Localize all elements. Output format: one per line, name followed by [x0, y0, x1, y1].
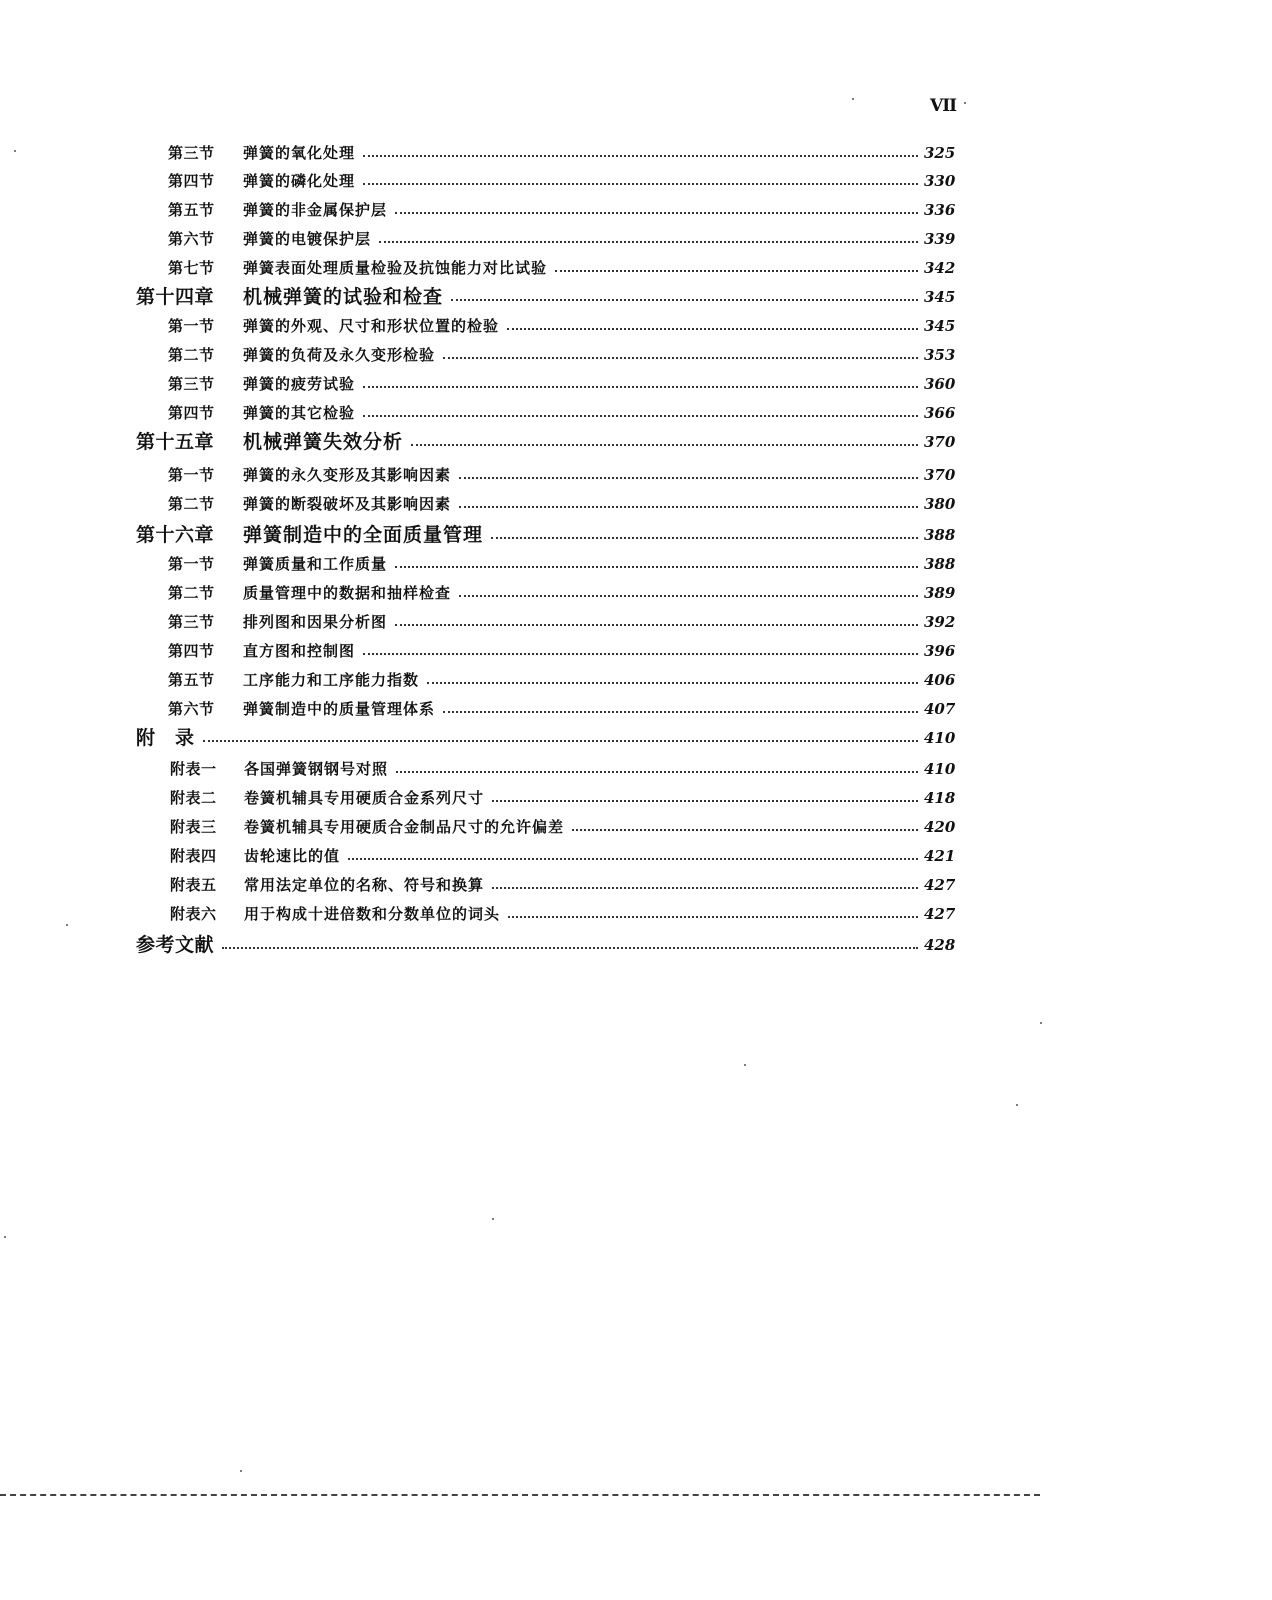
- toc-label: 第六节: [168, 700, 215, 718]
- toc-page-number: 330: [924, 172, 956, 190]
- toc-title: 弹簧的断裂破坏及其影响因素: [243, 495, 452, 513]
- toc-page-number: 427: [924, 876, 956, 894]
- toc-page-number: 339: [924, 230, 956, 248]
- toc-appendix-row: [0, 814, 1272, 840]
- toc-label: 第七节: [168, 259, 215, 277]
- toc-leader-dots: [459, 506, 918, 508]
- toc-page-number: 353: [924, 346, 956, 364]
- page-number: VII: [930, 96, 957, 116]
- toc-title: 弹簧的永久变形及其影响因素: [243, 466, 452, 484]
- toc-title: 弹簧的氧化处理: [243, 144, 356, 162]
- toc-leader-dots: [427, 682, 918, 684]
- toc-title: 卷簧机辅具专用硬质合金制品尺寸的允许偏差: [244, 818, 565, 836]
- toc-section-row: [0, 342, 1272, 368]
- toc-label: 附表二: [170, 789, 217, 807]
- toc-title: 弹簧的负荷及永久变形检验: [243, 346, 436, 364]
- toc-section-row: [0, 313, 1272, 339]
- toc-title: 弹簧制造中的全面质量管理: [243, 524, 484, 546]
- toc-leader-dots: [348, 858, 918, 860]
- toc-label: 附表五: [170, 876, 217, 894]
- toc-leader-dots: [396, 771, 918, 773]
- toc-label: 第四节: [168, 404, 215, 422]
- toc-appendix-row: [0, 872, 1272, 898]
- scan-speck: [964, 102, 966, 104]
- toc-page-number: 336: [924, 201, 956, 219]
- toc-label: 第三节: [168, 144, 215, 162]
- toc-appendix-row: [0, 756, 1272, 782]
- toc-appendix-row: [0, 843, 1272, 869]
- toc-leader-dots: [222, 947, 918, 949]
- toc-section-row: [0, 491, 1272, 517]
- toc-title: 弹簧制造中的质量管理体系: [243, 700, 436, 718]
- scan-speck: [14, 150, 16, 152]
- toc-page-number: 389: [924, 584, 956, 602]
- toc-leader-dots: [508, 916, 918, 918]
- toc-section-row: [0, 140, 1272, 166]
- toc-title: 常用法定单位的名称、符号和换算: [244, 876, 485, 894]
- toc-page-number: 410: [924, 760, 956, 778]
- toc-leader-dots: [363, 386, 918, 388]
- toc-title: 卷簧机辅具专用硬质合金系列尺寸: [244, 789, 485, 807]
- toc-leader-dots: [443, 711, 918, 713]
- toc-label: 第四节: [168, 172, 215, 190]
- toc-label: 第五节: [168, 201, 215, 219]
- toc-title: 机械弹簧失效分析: [243, 431, 404, 453]
- toc-chapter-row: [0, 429, 1272, 455]
- scan-speck: [240, 1470, 242, 1472]
- toc-label: 附表三: [170, 818, 217, 836]
- toc-label: 第一节: [168, 317, 215, 335]
- toc-label: 第一节: [168, 466, 215, 484]
- toc-leader-dots: [572, 829, 918, 831]
- scan-speck: [1016, 1104, 1018, 1106]
- toc-page-number: 396: [924, 642, 956, 660]
- toc-section-row: [0, 580, 1272, 606]
- toc-label: 参考文献: [136, 934, 215, 956]
- toc-title: 弹簧质量和工作质量: [243, 555, 388, 573]
- toc-label: 第十五章: [136, 431, 215, 453]
- toc-label: 附表六: [170, 905, 217, 923]
- toc-label: 第二节: [168, 495, 215, 513]
- toc-page-number: 325: [924, 144, 956, 162]
- toc-leader-dots: [203, 740, 918, 742]
- toc-page-number: 370: [924, 433, 956, 451]
- toc-leader-dots: [411, 444, 918, 446]
- toc-page-number: 421: [924, 847, 956, 865]
- toc-section-row: [0, 551, 1272, 577]
- toc-section-row: [0, 667, 1272, 693]
- toc-section-row: [0, 609, 1272, 635]
- toc-leader-dots: [459, 595, 918, 597]
- toc-title: 齿轮速比的值: [244, 847, 341, 865]
- toc-title: 弹簧的磷化处理: [243, 172, 356, 190]
- toc-page-number: 428: [924, 936, 956, 954]
- toc-label: 第四节: [168, 642, 215, 660]
- toc-title: 弹簧的外观、尺寸和形状位置的检验: [243, 317, 500, 335]
- toc-section-row: [0, 168, 1272, 194]
- toc-title: 用于构成十进倍数和分数单位的词头: [244, 905, 501, 923]
- toc-section-row: [0, 638, 1272, 664]
- toc-page-number: 388: [924, 526, 956, 544]
- toc-label: 第一节: [168, 555, 215, 573]
- toc-leader-dots: [363, 653, 918, 655]
- toc-title: 工序能力和工序能力指数: [243, 671, 420, 689]
- toc-page-number: 360: [924, 375, 956, 393]
- toc-label: 附表四: [170, 847, 217, 865]
- toc-title: 弹簧的其它检验: [243, 404, 356, 422]
- toc-section-row: [0, 400, 1272, 426]
- toc-leader-dots: [395, 212, 918, 214]
- toc-section-row: [0, 255, 1272, 281]
- toc-section-row: [0, 371, 1272, 397]
- toc-title: 弹簧表面处理质量检验及抗蚀能力对比试验: [243, 259, 548, 277]
- toc-page-number: 427: [924, 905, 956, 923]
- toc-label: 第二节: [168, 584, 215, 602]
- toc-label: 第五节: [168, 671, 215, 689]
- toc-leader-dots: [395, 566, 918, 568]
- scan-speck: [492, 1218, 494, 1220]
- toc-leader-dots: [443, 357, 918, 359]
- toc-chapter-row: [0, 725, 1272, 751]
- toc-chapter-row: [0, 284, 1272, 310]
- toc-page-number: 388: [924, 555, 956, 573]
- scan-speck: [66, 924, 68, 926]
- bottom-rule: [0, 1494, 1040, 1496]
- toc-leader-dots: [555, 270, 918, 272]
- scan-speck: [1040, 1022, 1042, 1024]
- toc-leader-dots: [491, 537, 918, 539]
- toc-section-row: [0, 462, 1272, 488]
- toc-section-row: [0, 696, 1272, 722]
- toc-leader-dots: [379, 241, 918, 243]
- scan-speck: [852, 98, 854, 100]
- toc-page-number: 342: [924, 259, 956, 277]
- toc-page-number: 345: [924, 288, 956, 306]
- toc-title: 排列图和因果分析图: [243, 613, 388, 631]
- toc-label: 第三节: [168, 613, 215, 631]
- toc-leader-dots: [395, 624, 918, 626]
- toc-leader-dots: [363, 155, 918, 157]
- toc-label: 第六节: [168, 230, 215, 248]
- toc-title: 弹簧的非金属保护层: [243, 201, 388, 219]
- toc-title: 弹簧的疲劳试验: [243, 375, 356, 393]
- toc-leader-dots: [451, 299, 918, 301]
- toc-section-row: [0, 197, 1272, 223]
- toc-section-row: [0, 226, 1272, 252]
- toc-page-number: 418: [924, 789, 956, 807]
- toc-page-number: 345: [924, 317, 956, 335]
- toc-page-number: 407: [924, 700, 956, 718]
- toc-title: 直方图和控制图: [243, 642, 356, 660]
- toc-chapter-row: [0, 932, 1272, 958]
- scan-speck: [744, 1064, 746, 1066]
- toc-page-number: 410: [924, 729, 956, 747]
- toc-label: 第十四章: [136, 286, 215, 308]
- toc-chapter-row: [0, 522, 1272, 548]
- toc-title: 弹簧的电镀保护层: [243, 230, 372, 248]
- toc-label: 第三节: [168, 375, 215, 393]
- toc-leader-dots: [492, 800, 918, 802]
- toc-label: 第十六章: [136, 524, 215, 546]
- toc-page-number: 370: [924, 466, 956, 484]
- toc-appendix-row: [0, 785, 1272, 811]
- toc-title: 机械弹簧的试验和检查: [243, 286, 444, 308]
- toc-label: 附 录: [136, 727, 195, 749]
- toc-page-number: 392: [924, 613, 956, 631]
- toc-leader-dots: [363, 183, 918, 185]
- toc-page-number: 366: [924, 404, 956, 422]
- toc-leader-dots: [492, 887, 918, 889]
- toc-page-number: 380: [924, 495, 956, 513]
- toc-label: 第二节: [168, 346, 215, 364]
- toc-title: 质量管理中的数据和抽样检查: [243, 584, 452, 602]
- toc-leader-dots: [459, 477, 918, 479]
- toc-title: 各国弹簧钢钢号对照: [244, 760, 389, 778]
- scan-speck: [4, 1236, 6, 1238]
- toc-label: 附表一: [170, 760, 217, 778]
- toc-page-number: 420: [924, 818, 956, 836]
- toc-page-number: 406: [924, 671, 956, 689]
- toc-appendix-row: [0, 901, 1272, 927]
- toc-leader-dots: [363, 415, 918, 417]
- toc-leader-dots: [507, 328, 918, 330]
